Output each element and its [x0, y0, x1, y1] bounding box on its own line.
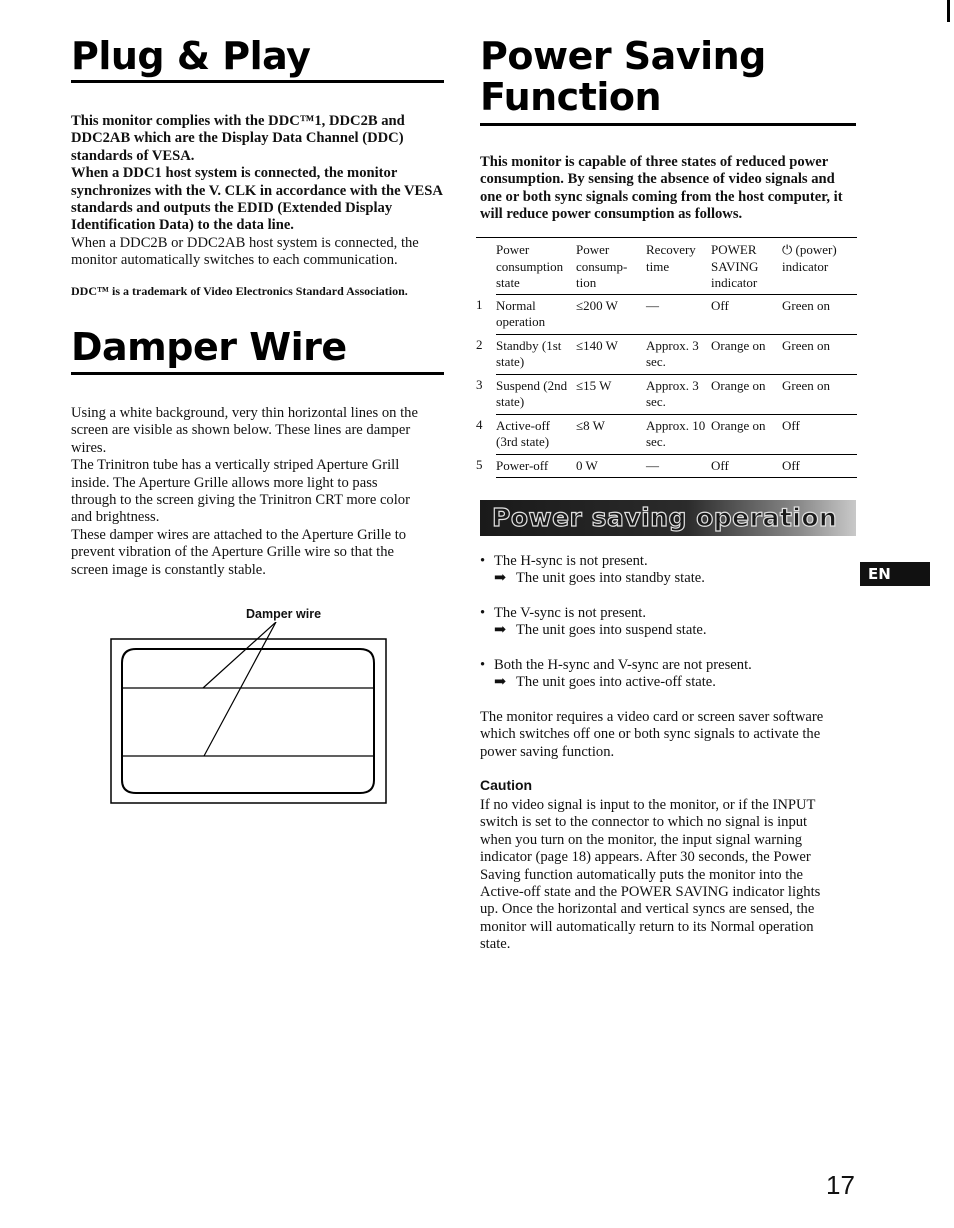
text-line: When a DDC2B or DDC2AB host system is connected, the [71, 234, 419, 251]
page-number: 17 [826, 1170, 855, 1200]
text-line: one or both sync signals coming from the host computer, it [480, 188, 843, 205]
table-header: Power consumption state [496, 238, 576, 294]
bullet-result: The unit goes into suspend state. [516, 622, 707, 639]
trademark-note: DDC™ is a trademark of Video Electronics Standard Association. [71, 284, 408, 298]
row-number: 1 [476, 297, 483, 312]
bullet-result: The unit goes into active-off state. [516, 674, 716, 691]
text-line: standards and outputs the EDID (Extended Display [71, 200, 393, 217]
cell-power: ≤140 W [576, 334, 646, 374]
cell-power: ≤200 W [576, 294, 646, 334]
text-line: If no video signal is input to the monitor, or if the INPUT [480, 797, 816, 813]
text-line: which switches off one or both sync signals to activate the [480, 726, 821, 743]
list-item [480, 657, 860, 692]
screen-outline [122, 649, 374, 793]
plug-play-title: Plug & Play [71, 34, 311, 78]
pointer-line [203, 622, 276, 688]
cell-ps-indicator: Orange on [711, 414, 782, 454]
text-line: prevent vibration of the Aperture Grille wire so that the [71, 544, 394, 561]
row-number: 2 [476, 337, 483, 352]
list-item [480, 605, 860, 640]
power-table-wrap [476, 237, 857, 478]
cell-power-indicator: Green on [782, 294, 857, 334]
text-line: when you turn on the monitor, the input signal warning [480, 831, 803, 848]
text-line: switch is set to the connector to which no signal is input [480, 814, 808, 831]
cell-power-indicator: Green on [782, 334, 857, 374]
title-line: Power Saving [480, 34, 766, 78]
text-line: consumption. By sensing the absence of video signals and [480, 171, 835, 188]
text-line: These damper wires are attached to the Aperture Grille to [71, 526, 407, 543]
cell-recovery: Approx. 10 sec. [646, 414, 711, 454]
plug-play-body [71, 113, 451, 270]
text-line: Active-off state and the POWER SAVING indicator lights [480, 884, 821, 901]
text-line: and brightness. [71, 509, 160, 526]
text-line: monitor automatically switches to each communication. [71, 252, 398, 269]
caution-paragraph [480, 797, 860, 954]
text-line: screen image is constantly stable. [71, 561, 266, 578]
row-number: 4 [476, 417, 483, 432]
title-line: Function [480, 75, 662, 119]
table-row [476, 374, 857, 414]
banner-title: Power saving operation [492, 503, 838, 532]
table-row [476, 454, 857, 478]
text-line: The monitor requires a video card or screen saver software [480, 709, 824, 725]
title-rule [480, 123, 856, 126]
arrow-right-icon: ➡ [494, 622, 507, 639]
text-line: Identification Data) to the data line. [71, 217, 294, 234]
cell-power-indicator: Green on [782, 374, 857, 414]
text-line: DDC2AB which are the Display Data Channel (DDC) [71, 130, 404, 147]
table-header: ⏻ (power) indicator [782, 238, 857, 294]
cell-power-indicator: Off [782, 414, 857, 454]
cell-state: Suspend (2nd state) [496, 374, 576, 414]
text-line: Using a white background, very thin horizontal lines on the [71, 405, 418, 421]
text-line: indicator (page 18) appears. After 30 seconds, the Power [480, 849, 811, 866]
cell-recovery: — [646, 454, 711, 478]
title-rule [71, 372, 444, 375]
cell-power: ≤15 W [576, 374, 646, 414]
row-number: 3 [476, 377, 483, 392]
title-rule [71, 80, 444, 83]
table-header: Recovery time [646, 238, 711, 294]
cell-state: Standby (1st state) [496, 334, 576, 374]
cell-ps-indicator: Orange on [711, 334, 782, 374]
pointer-line [204, 622, 276, 756]
caution-title: Caution [480, 777, 533, 793]
cell-recovery: Approx. 3 sec. [646, 334, 711, 374]
bullet-text: Both the H-sync and V-sync are not present. [494, 656, 752, 673]
damper-wire-diagram [108, 622, 390, 808]
cell-recovery: Approx. 3 sec. [646, 374, 711, 414]
cell-recovery: — [646, 294, 711, 334]
text-line: screen are visible as shown below. These lines are damper [71, 422, 411, 439]
list-item [480, 553, 860, 588]
row-number: 5 [476, 457, 483, 472]
text-line: inside. The Aperture Grille allows more light to pass [71, 474, 378, 491]
text-line: up. Once the horizontal and vertical syncs are sensed, the [480, 901, 815, 918]
text-line: through to the screen giving the Trinitron CRT more color [71, 492, 410, 509]
text-line: standards of VESA. [71, 147, 195, 164]
table-row [476, 294, 857, 334]
table-header: POWER SAVING indicator [711, 238, 782, 294]
bullet-result: The unit goes into standby state. [516, 570, 705, 587]
bullet-icon: • [480, 604, 486, 621]
text-line: This monitor complies with the DDC™1, DDC2B and [71, 113, 405, 129]
cell-ps-indicator: Orange on [711, 374, 782, 414]
cell-ps-indicator: Off [711, 294, 782, 334]
text-line: monitor will automatically return to its Normal operation [480, 918, 814, 935]
text-line: Saving function automatically puts the monitor into the [480, 866, 804, 883]
monitor-frame [111, 639, 386, 803]
text-line: state. [480, 936, 511, 953]
damper-wire-body [71, 405, 451, 579]
cell-power: 0 W [576, 454, 646, 478]
cell-state: Active-off (3rd state) [496, 414, 576, 454]
bullet-icon: • [480, 656, 486, 673]
arrow-right-icon: ➡ [494, 570, 507, 587]
text-line: power saving function. [480, 743, 615, 760]
power-saving-intro [480, 154, 860, 224]
arrow-right-icon: ➡ [494, 674, 507, 691]
text-line: The Trinitron tube has a vertically striped Aperture Grill [71, 457, 400, 474]
cell-power-indicator: Off [782, 454, 857, 478]
section-banner [480, 500, 856, 536]
sync-bullet-list [480, 553, 860, 708]
text-line: This monitor is capable of three states of reduced power [480, 154, 829, 170]
cell-state: Normal operation [496, 294, 576, 334]
edge-mark [947, 0, 950, 22]
cell-power: ≤8 W [576, 414, 646, 454]
table-header-row [476, 238, 857, 294]
cell-ps-indicator: Off [711, 454, 782, 478]
power-saving-title [480, 36, 766, 118]
bullet-icon: • [480, 553, 486, 569]
figure-label: Damper wire [246, 607, 322, 621]
language-tab: EN [860, 562, 930, 586]
text-line: will reduce power consumption as follows. [480, 206, 743, 223]
requirement-paragraph [480, 709, 860, 761]
bullet-text: The V-sync is not present. [494, 604, 647, 621]
table-row [476, 414, 857, 454]
text-line: synchronizes with the V. CLK in accordance with the VESA [71, 182, 443, 199]
text-line: When a DDC1 host system is connected, the monitor [71, 165, 398, 182]
table-row [476, 334, 857, 374]
bullet-text: The H-sync is not present. [494, 553, 648, 569]
damper-wire-title: Damper Wire [71, 325, 347, 369]
power-table [476, 238, 857, 478]
cell-state: Power-off [496, 454, 576, 478]
text-line: wires. [71, 439, 107, 456]
table-header: Power consump-tion [576, 238, 646, 294]
